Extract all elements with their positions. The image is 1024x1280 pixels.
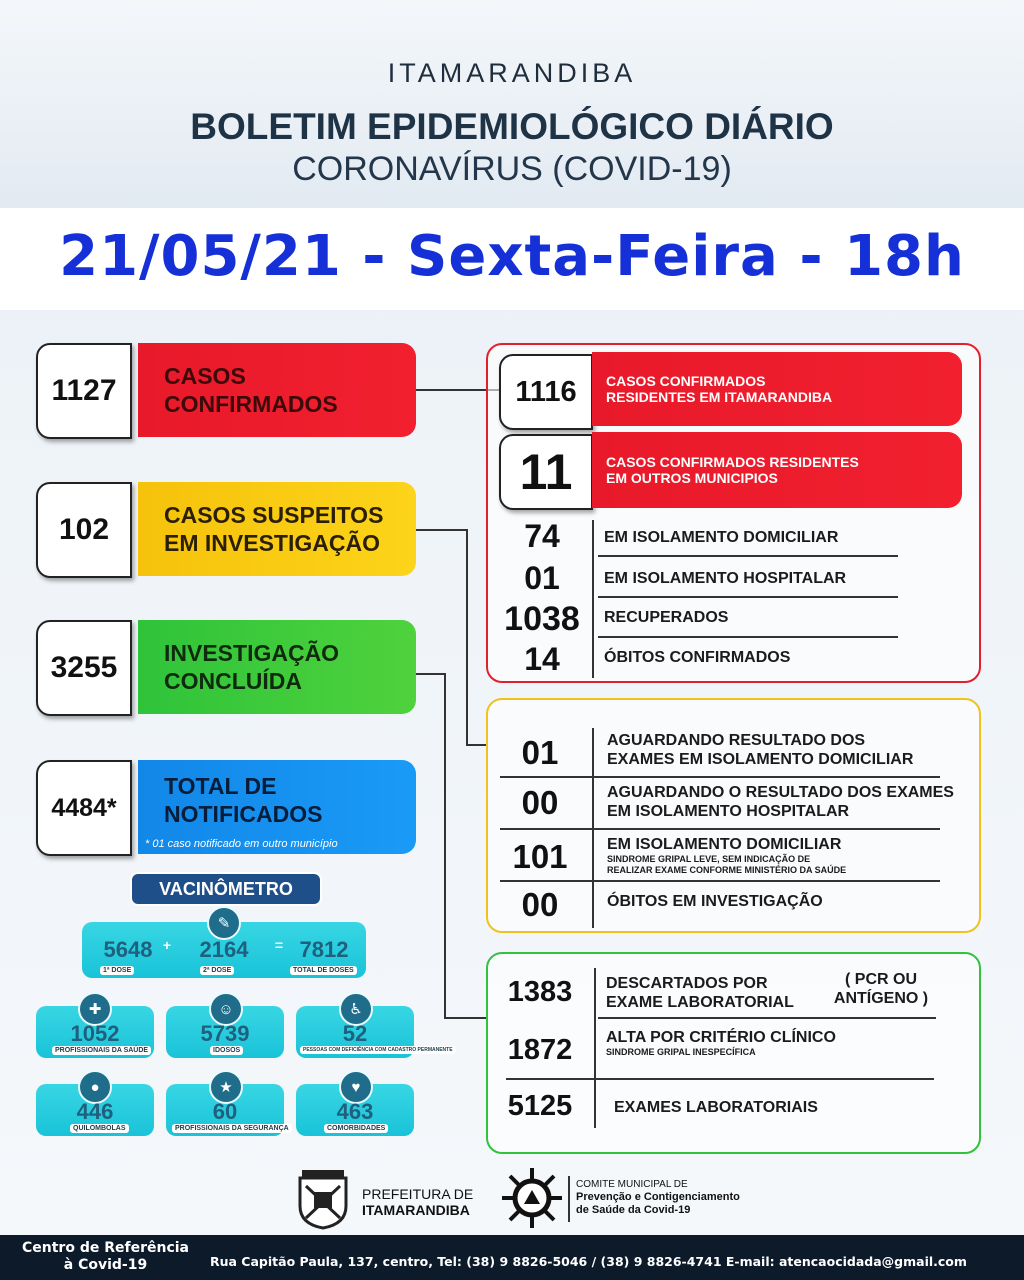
green-divider-v — [594, 968, 596, 1128]
dose2-label: 2ª DOSE — [200, 966, 234, 975]
clinical-discharge-label — [606, 1028, 836, 1058]
health-workers-value: 1052 — [70, 1021, 120, 1046]
suspected-label-line1: CASOS SUSPEITOS — [164, 502, 384, 528]
footer-contact: Rua Capitão Paula, 137, centro, Tel: (38) 9 8826-5046 / (38) 9 8826-4741 E-mail: atencaocidada@gmail.com — [210, 1254, 967, 1269]
person-icon: ● — [78, 1070, 112, 1104]
hospital-isolation-value: 01 — [524, 560, 560, 596]
health-workers-label: PROFISSIONAIS DA SAÚDE — [52, 1046, 151, 1055]
city-name: ITAMARANDIBA — [387, 58, 637, 88]
clinical-discharge-line1: ALTA POR CRITÉRIO CLÍNICO — [606, 1029, 836, 1046]
home-isolation-value: 74 — [524, 518, 560, 554]
residents-label-line1: CASOS CONFIRMADOS — [606, 373, 766, 389]
others-label — [592, 432, 962, 508]
discarded-line2: EXAME LABORATORIAL — [606, 994, 794, 1011]
recovered-value: 1038 — [504, 600, 580, 638]
equals-sign: = — [274, 937, 284, 953]
dose1-value: 5648 — [103, 937, 153, 962]
mild-home-note1: SINDROME GRIPAL LEVE, SEM INDICAÇÃO DE — [607, 854, 811, 864]
virus-icon — [500, 1166, 564, 1230]
await-home-label — [607, 731, 913, 769]
doctor-icon: ✚ — [78, 992, 112, 1026]
confirmed-label-line1: CASOS — [164, 363, 246, 389]
residents-label — [592, 352, 962, 426]
connector-suspected-end — [466, 744, 488, 746]
green-row-line — [506, 1078, 934, 1080]
quilombolas-value: 446 — [76, 1099, 114, 1124]
wheelchair-icon: ♿ — [339, 992, 373, 1026]
logo-divider — [568, 1176, 570, 1222]
deaths-investigation-value: 00 — [521, 886, 559, 923]
connector-suspected-v — [466, 529, 468, 745]
vaccine-title: VACINÔMETRO — [130, 872, 322, 906]
lab-exams-label: EXAMES LABORATORIAIS — [614, 1099, 818, 1116]
hospital-isolation-label: EM ISOLAMENTO HOSPITALAR — [604, 570, 847, 587]
clinical-discharge-note: SINDROME GRIPAL INESPECÍFICA — [606, 1047, 756, 1057]
suspected-label-line2: EM INVESTIGAÇÃO — [164, 530, 380, 556]
committee-line3: de Saúde da Covid-19 — [576, 1204, 691, 1216]
discarded-extra — [826, 970, 936, 1008]
yellow-row-line — [500, 828, 940, 830]
await-hospital-value: 00 — [521, 784, 559, 821]
others-label-line1: CASOS CONFIRMADOS RESIDENTES — [606, 454, 859, 470]
reference-center-line2: à Covid-19 — [63, 1257, 148, 1273]
date-line: 21/05/21 - Sexta-Feira - 18h — [59, 224, 965, 289]
disability-label: PESSOAS COM DEFICIÊNCIA COM CADASTRO PERMANENTE — [300, 1046, 456, 1054]
notified-label-line1: TOTAL DE — [164, 773, 277, 799]
await-hospital-line1: AGUARDANDO O RESULTADO DOS EXAMES — [607, 784, 954, 801]
comorbidities-value: 463 — [336, 1099, 374, 1124]
prefecture-logo-text — [362, 1186, 473, 1218]
bulletin-subtitle: CORONAVÍRUS (COVID-19) — [292, 150, 732, 188]
recovered-label: RECUPERADOS — [604, 609, 729, 626]
city-coat-of-arms-icon — [296, 1168, 350, 1230]
green-row-line — [598, 1017, 936, 1019]
discarded-extra1: ( PCR OU — [845, 971, 917, 988]
deaths-value: 14 — [524, 641, 560, 677]
reference-center-line1: Centro de Referência — [22, 1240, 189, 1256]
bulletin-title: BOLETIM EPIDEMIOLÓGICO DIÁRIO — [190, 106, 834, 147]
others-value: 11 — [499, 434, 593, 510]
concluded-label — [138, 620, 416, 714]
red-divider-v — [592, 520, 594, 678]
await-home-line1: AGUARDANDO RESULTADO DOS — [607, 732, 866, 749]
others-label-line2: EM OUTROS MUNICIPIOS — [606, 470, 778, 486]
red-row-line — [598, 555, 898, 557]
await-hospital-line2: EM ISOLAMENTO HOSPITALAR — [607, 803, 850, 820]
elderly-label: IDOSOS — [210, 1046, 243, 1055]
await-home-value: 01 — [521, 734, 559, 771]
discarded-value: 1383 — [507, 976, 573, 1008]
committee-line2: Prevenção e Contigenciamento — [576, 1191, 740, 1203]
confirmed-label-line2: CONFIRMADOS — [164, 391, 338, 417]
mild-home-label — [607, 835, 846, 876]
red-row-line — [598, 636, 898, 638]
lungs-icon: ♥ — [339, 1070, 373, 1104]
residents-label-line2: RESIDENTES EM ITAMARANDIBA — [606, 389, 833, 405]
clinical-discharge-value: 1872 — [507, 1034, 573, 1066]
prefecture-line1: PREFEITURA DE — [362, 1186, 474, 1202]
residents-value: 1116 — [499, 354, 593, 430]
mild-home-value: 101 — [512, 838, 568, 875]
disability-value: 52 — [342, 1021, 368, 1046]
connector-suspected-h — [416, 529, 468, 531]
prefecture-line2: ITAMARANDIBA — [362, 1202, 470, 1218]
elderly-icon: ☺ — [209, 992, 243, 1026]
deaths-label: ÓBITOS CONFIRMADOS — [604, 649, 791, 666]
yellow-row-line — [500, 776, 940, 778]
security-value: 60 — [212, 1099, 238, 1124]
dose1-label: 1ª DOSE — [100, 966, 134, 975]
connector-concluded-end — [444, 1017, 488, 1019]
suspected-label — [138, 482, 416, 576]
committee-line1: COMITE MUNICIPAL DE — [576, 1179, 688, 1190]
lab-exams-value: 5125 — [507, 1090, 573, 1122]
connector-concluded-v — [444, 673, 446, 1018]
plus-sign: + — [162, 937, 172, 953]
discarded-line1: DESCARTADOS POR — [606, 975, 768, 992]
concluded-value: 3255 — [36, 620, 132, 716]
police-icon: ★ — [209, 1070, 243, 1104]
mild-home-note2: REALIZAR EXAME CONFORME MINISTÉRIO DA SAÚDE — [607, 865, 847, 875]
red-row-line — [598, 596, 898, 598]
mild-home-line1: EM ISOLAMENTO DOMICILIAR — [607, 836, 842, 853]
yellow-row-line — [500, 880, 940, 882]
await-hospital-label — [607, 783, 954, 821]
confirmed-value: 1127 — [36, 343, 132, 439]
total-doses-value: 7812 — [299, 937, 349, 962]
confirmed-label — [138, 343, 416, 437]
comorbidities-label: COMORBIDADES — [324, 1124, 388, 1133]
committee-logo-text — [576, 1178, 740, 1217]
elderly-value: 5739 — [200, 1021, 250, 1046]
notified-note: * 01 caso notificado em outro município — [145, 838, 338, 850]
dose2-value: 2164 — [199, 937, 249, 962]
concluded-label-line2: CONCLUÍDA — [164, 668, 302, 694]
reference-center — [8, 1240, 203, 1274]
notified-value: 4484* — [36, 760, 132, 856]
quilombolas-label: QUILOMBOLAS — [70, 1124, 129, 1133]
connector-concluded-h — [416, 673, 446, 675]
await-home-line2: EXAMES EM ISOLAMENTO DOMICILIAR — [607, 751, 914, 768]
discarded-label — [606, 974, 794, 1012]
deaths-investigation-label: ÓBITOS EM INVESTIGAÇÃO — [607, 893, 823, 910]
syringe-icon: ✎ — [207, 906, 241, 940]
discarded-extra2: ANTÍGENO ) — [833, 990, 929, 1007]
notified-label-line2: NOTIFICADOS — [164, 801, 323, 827]
home-isolation-label: EM ISOLAMENTO DOMICILIAR — [604, 529, 839, 546]
concluded-label-line1: INVESTIGAÇÃO — [164, 640, 340, 666]
suspected-value: 102 — [36, 482, 132, 578]
security-label: PROFISSIONAIS DA SEGURANÇA — [172, 1124, 292, 1133]
total-doses-label: TOTAL DE DOSES — [290, 966, 357, 975]
